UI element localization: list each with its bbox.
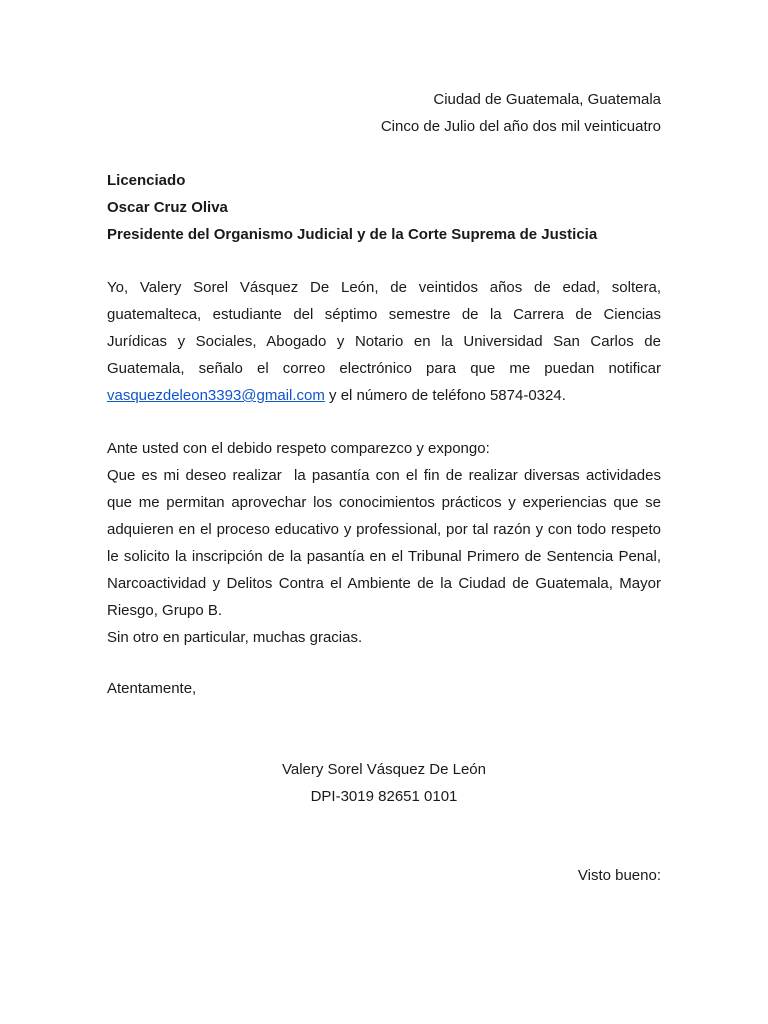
intro-paragraph	[107, 274, 661, 409]
date-line: Cinco de Julio del año dos mil veinticuatro	[380, 118, 661, 135]
phone-text: y el número de teléfono 5874-0324.	[324, 387, 566, 404]
salutation: Atentamente,	[107, 680, 197, 697]
closing-block	[107, 675, 661, 702]
signature-block	[107, 756, 661, 810]
approval-label: Visto bueno:	[577, 867, 661, 884]
opening-line: Ante usted con el debido respeto comparezco y expongo:	[107, 440, 490, 457]
intro-line: Yo, Valery Sorel Vásquez De León, de veintidos años de edad, soltera,	[107, 279, 661, 296]
approval-block	[107, 862, 661, 889]
body-line: que me permitan aprovechar los conocimientos prácticos y experiencias que se	[107, 494, 661, 511]
intro-line: Guatemala, señalo el correo electrónico para que me puedan notificar	[107, 360, 661, 377]
thanks-line: Sin otro en particular, muchas gracias.	[107, 629, 363, 646]
body-line: Riesgo, Grupo B.	[107, 602, 223, 619]
body-line: Que es mi deseo realizar la pasantía con el fin de realizar diversas actividades	[107, 467, 661, 484]
body-line: adquieren en el proceso educativo y professional, por tal razón y con todo respeto	[107, 521, 661, 538]
body-paragraph	[107, 435, 661, 651]
intro-line	[107, 382, 661, 409]
recipient-block	[107, 167, 661, 248]
intro-line: Jurídicas y Sociales, Abogado y Notario en la Universidad San Carlos de	[107, 333, 661, 350]
place-line: Ciudad de Guatemala, Guatemala	[433, 91, 661, 108]
signature-dpi: DPI-3019 82651 0101	[310, 788, 458, 805]
recipient-title: Licenciado	[107, 172, 186, 189]
body-line: le solicito la inscripción de la pasantía en el Tribunal Primero de Sentencia Penal,	[107, 548, 661, 565]
recipient-position: Presidente del Organismo Judicial y de la Corte Suprema de Justicia	[107, 226, 598, 243]
recipient-name: Oscar Cruz Oliva	[107, 199, 228, 216]
intro-line: guatemalteca, estudiante del séptimo semestre de la Carrera de Ciencias	[107, 306, 661, 323]
email-link[interactable]: vasquezdeleon3393@gmail.com	[107, 387, 325, 404]
body-line: Narcoactividad y Delitos Contra el Ambiente de la Ciudad de Guatemala, Mayor	[107, 575, 661, 592]
signature-name: Valery Sorel Vásquez De León	[281, 761, 486, 778]
letter-header	[107, 86, 661, 140]
